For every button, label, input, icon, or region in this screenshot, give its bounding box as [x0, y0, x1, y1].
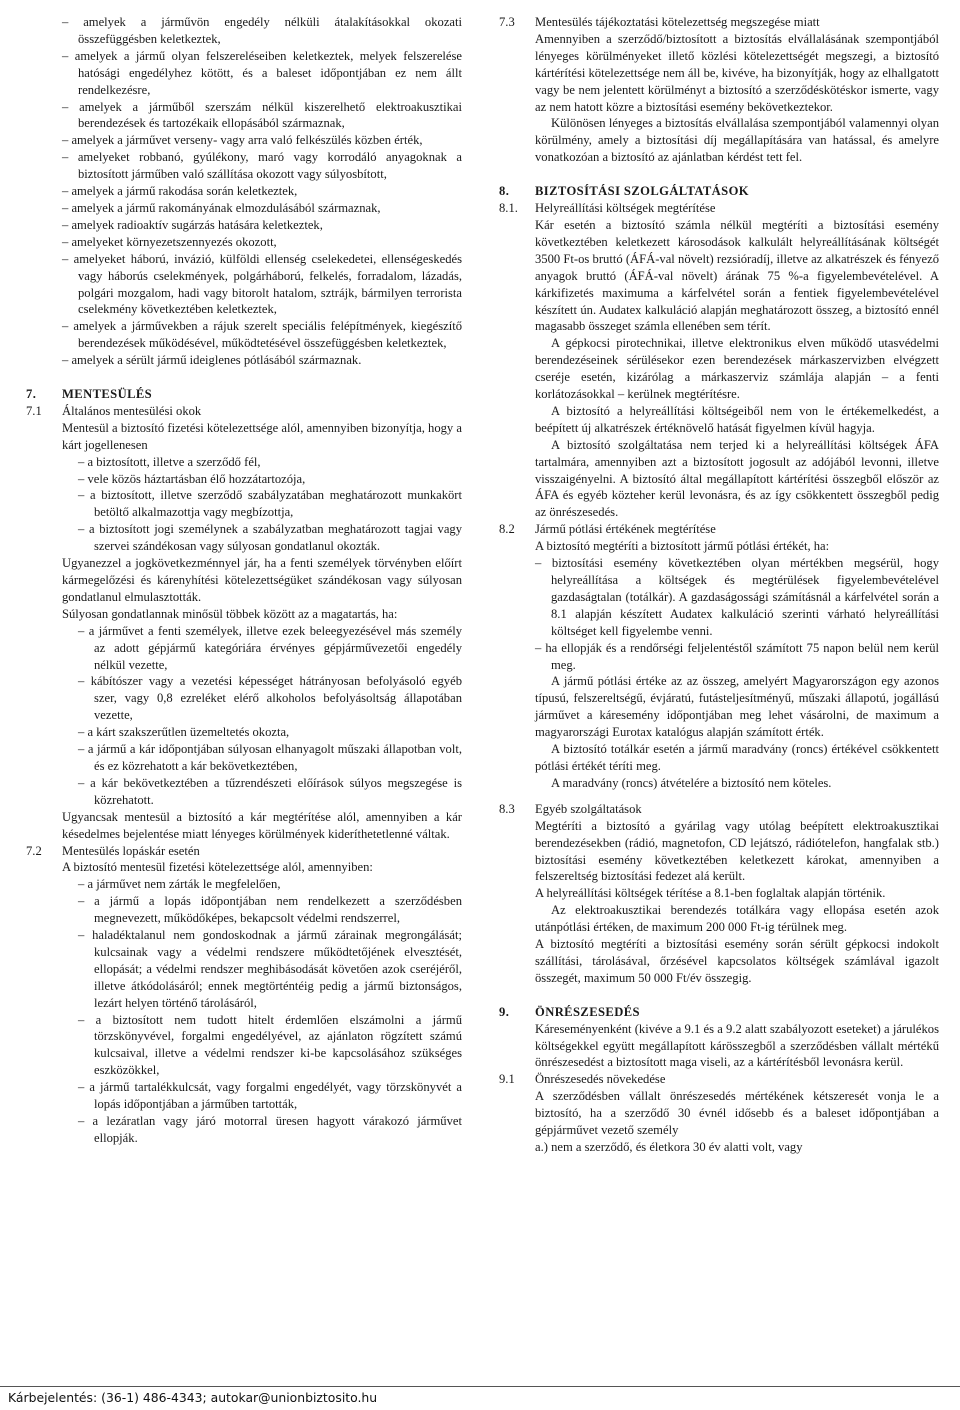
list-item: – a kár bekövetkeztében a tűzrendészeti előírások súlyos megszegése is közrehatott. — [78, 775, 462, 807]
subsection-heading-7-1: 7.1 Általános mentesülési okok — [26, 403, 202, 418]
dash-glyph: – — [78, 1012, 85, 1027]
list-item: – a járművet nem zárták le megfelelően, — [78, 877, 281, 892]
dash-glyph: – — [78, 928, 85, 943]
dash-glyph: – — [78, 1114, 85, 1128]
paragraph: A biztosító a helyreállítási költségeiből nem von le értékemelkedést, a beépített új alkatrészek értéknövelő hatását figyelmen kívül hagyja. — [535, 403, 939, 435]
list-item: – amelyek a járműből szerszám nélkül kiszerelhető elektroakusztikai berendezések és tartozékaik ellopásából származnak, — [62, 99, 462, 131]
dash-glyph: – — [62, 99, 69, 114]
paragraph: A biztosító mentesül fizetési kötelezettsége alól, amennyiben: — [62, 860, 373, 875]
dash-glyph: – — [62, 133, 69, 148]
subsection-heading-8-1: 8.1. Helyreállítási költségek megtérítése — [499, 201, 716, 216]
dash-glyph: – — [62, 200, 69, 215]
list-item: – ha ellopják és a rendőrségi feljelentéstől számított 75 napon belül nem kerül meg. — [535, 640, 939, 672]
list-item: – amelyek a jármű rakományának elmozdulásából származnak, — [62, 200, 381, 215]
list-item: – a jármű tartalékkulcsát, vagy forgalmi engedélyét, vagy törzskönyvét a lopás időpontjában a járműben tartották, — [78, 1080, 462, 1112]
dash-glyph: – — [78, 522, 85, 537]
list-item: – a járművet a fenti személyek, illetve ezek beleegyezésével más személy az adott gépjármű kategóriára érvényes gépjárművezetői engedély nélkül vezette, — [78, 623, 462, 672]
paragraph: Káreseményenként (kivéve a 9.1 és a 9.2 alatt szabályozott eseteket) a járulékos költségekkel együtt megállapított kárösszegből a szerződésben vállalt mértékű önrészesedést a biztosított maga viseli, az a kártérítésből levonásra kerül. — [535, 1021, 939, 1070]
footer-contact-text: Kárbejelentés: (36-1) 486-4343; autokar@unionbiztosito.hu — [8, 1390, 378, 1405]
paragraph: A helyreállítási költségek térítése a 8.1-ben foglaltak alapján történik. — [535, 886, 886, 901]
dash-glyph: – — [62, 217, 69, 232]
dash-glyph: – — [78, 775, 85, 790]
paragraph: A biztosító szolgáltatása nem terjed ki a helyreállítási költségek ÁFA tartalmára, amennyiben azt a biztosított jogosult az adójából levonni, illetve visszaigényelni. A biztosító által megállapított kártérítési összegből először az ÁFA és egyéb közteher kerül levonásra, és az így csökkentett összegből pedig az önrészesedés. — [535, 437, 939, 520]
list-item: – amelyek a sérült jármű ideiglenes pótlásából származnak. — [62, 353, 362, 368]
section-heading-7: 7. MENTESÜLÉS — [26, 387, 153, 402]
section-heading-9: 9. ÖNRÉSZESEDÉS — [499, 1004, 640, 1019]
dash-glyph: – — [78, 488, 85, 503]
list-item: – amelyek a járművön engedély nélküli átalakításokkal okozati összefüggésben keletkeztek, — [62, 15, 463, 46]
dash-glyph: – — [78, 742, 85, 757]
dash-glyph: – — [78, 1080, 85, 1095]
list-item: – a biztosított, illetve szerződő szabályzatában meghatározott munkakört betöltő alkalmazottja vagy megbízottja, — [78, 488, 462, 520]
list-item: – amelyek a jármű olyan felszereléseiben keletkeztek, melyek felszerelése hatósági engedélyhez kötött, és a baleset időpontjában ez nem állt rendelkezésre, — [62, 48, 463, 97]
dash-glyph: – — [78, 725, 85, 740]
subsection-heading-7-3: 7.3 Mentesülés tájékoztatási kötelezettség megszegése miatt — [499, 15, 820, 29]
page-footer — [0, 1386, 960, 1410]
list-item: – vele közös háztartásban élő hozzátartozója, — [78, 471, 306, 486]
paragraph: Különösen lényeges a biztosítás elvállalása szempontjából valamennyi olyan körülmény, amely a biztosítási díj megállapítására van hatással, és amelyre vonatkozóan a biztosító az ajánlatban kérdést tett fel. — [535, 116, 939, 165]
paragraph: A maradvány (roncs) átvételére a biztosító nem köteles. — [551, 775, 832, 790]
list-item: – a biztosított nem tudott hitelt érdemlően elszámolni a jármű törzskönyvével, forgalmi engedélyével, az ajánlaton rögzített számú kulcsaival, illetve a védelmi rendszer ki-be kapcsolásához szükséges eszközökkel, — [78, 1012, 462, 1078]
dash-glyph: – — [78, 623, 85, 638]
paragraph: Ugyancsak mentesül a biztosító a kár megtérítése alól, amennyiben a kár késedelmes bejelentése miatt lényeges körülmények kideríthetetlenné váltak. — [62, 809, 462, 841]
dash-glyph: – — [535, 640, 542, 655]
list-item: – a jármű a kár időpontjában súlyosan elhanyagolt műszaki állapotban volt, és ez közrehatott a kár bekövetkeztében, — [78, 742, 462, 773]
subsection-heading-8-3: 8.3 Egyéb szolgáltatások — [499, 801, 642, 816]
list-item: – amelyeket robbanó, gyúlékony, maró vagy korrodáló anyagoknak a biztosított járműben való szállítása okozott vagy súlyosbított, — [62, 150, 463, 182]
dash-glyph: – — [62, 251, 69, 266]
paragraph: Az elektroakusztikai berendezés totálkára vagy ellopása esetén azok utánpótlási értéken, de maximum 200 000 Ft-ig térülnek meg. — [535, 903, 939, 935]
dash-glyph: – — [62, 353, 69, 368]
paragraph: A szerződésben vállalt önrészesedés mértékének kétszeresét vonja le a biztosító, ha a szerződő 30 évnél idősebb és a baleset időpontjában a gépjárművet vezető személy — [535, 1089, 939, 1138]
paragraph: Megtéríti a biztosító a gyárilag vagy utólag beépített elektroakusztikai berendezésekben (rádió, magnetofon, CD lejátszó, rádiótelefon, hangfalak stb.) biztosítási esemény következtében keletkezett károkat, amennyiben a felszereltség biztosítási fedezet alá került. — [535, 818, 939, 884]
dash-glyph: – — [78, 894, 85, 909]
list-item: – amelyek a jármű rakodása során keletkeztek, — [62, 184, 298, 199]
paragraph: A jármű pótlási értéke az az összeg, amelyért Magyarországon egy azonos típusú, felszereltségű, évjáratú, futásteljesítményű, műszaki állapotú, jogállású járművet a káresemény időpontjában meg lehet vásárolni, de maximum a magyarországi Eurotax katalógus alapján számított érték. — [535, 674, 939, 740]
list-item: – amelyek a járművekben a rájuk szerelt speciális felépítmények, kiegészítő berendezések működésével, működtetésével összefüggésben keletkeztek, — [62, 319, 462, 351]
paragraph: A biztosító megtéríti a biztosított jármű pótlási értékét, ha: — [535, 539, 830, 554]
section-heading-8: 8. BIZTOSÍTÁSI SZOLGÁLTATÁSOK — [499, 184, 749, 199]
dash-glyph: – — [535, 556, 542, 571]
paragraph: Súlyosan gondatlannak minősül többek között az a magatartás, ha: — [62, 606, 398, 621]
right-column — [499, 14, 939, 1156]
list-item: – biztosítási esemény következtében olyan mértékben megsérül, hogy helyreállítása a költségek és megtérülések figyelembevételével gazdaságtalan (totálkár). A gazdaságossági számításnál a kárfelvétel során a 8.1 alapján készített Audatex kalkuláció szerinti várható helyreállítási költséget kell figyelembe venni. — [535, 556, 939, 638]
paragraph: Mentesül a biztosító fizetési kötelezettsége alól, amennyiben bizonyítja, hogy a kárt jogellenesen — [62, 420, 462, 452]
list-item: – kábítószer vagy a vezetési képességet hátrányosan befolyásoló egyéb szer, vagy 0,8 ezreléket elérő alkoholos befolyásoltság állapotában vezette, — [78, 674, 462, 723]
paragraph: Ugyanezzel a jogkövetkezménnyel jár, ha a fenti személyek törvényben előírt kármegelőzési és kárenyhítési kötelezettségüket szándékosan vagy súlyosan gondatlanul elmulasztották. — [62, 556, 462, 604]
dash-glyph: – — [78, 471, 85, 486]
list-item: – amelyek radioaktív sugárzás hatására keletkeztek, — [62, 217, 323, 232]
dash-glyph: – — [78, 454, 85, 469]
dash-glyph: – — [78, 674, 85, 689]
paragraph: a.) nem a szerződő, és életkora 30 év alatti volt, vagy — [535, 1140, 803, 1154]
paragraph: A gépkocsi pirotechnikai, illetve elektronikus elven működő utasvédelmi berendezéseinek sérülésekor ezen berendezések márkaszervizben elvégzett cseréje esetén, kizárólag a márkaszerviz számlája alapján – a fenti korlátozásokkal – kerülnek megtérítésre. — [535, 336, 939, 402]
subsection-heading-9-1: 9.1 Önrészesedés növekedése — [499, 1072, 666, 1087]
paragraph: A biztosító megtéríti a biztosítási esemény során sérült gépkocsi indokolt szállítási, tárolásával, őrzésével kapcsolatos költségek számlával igazolt összegét, maximum 50 000 Ft/év összegig. — [535, 937, 939, 985]
dash-glyph: – — [62, 48, 69, 63]
dash-glyph: – — [62, 234, 69, 249]
dash-glyph: – — [62, 319, 69, 334]
dash-glyph: – — [62, 150, 69, 165]
list-item: – a lezáratlan vagy járó motorral üresen hagyott várakozó járművet ellopják. — [78, 1114, 462, 1145]
dash-glyph: – — [62, 184, 69, 199]
subsection-heading-8-2: 8.2 Jármű pótlási értékének megtérítése — [499, 522, 716, 537]
left-column — [26, 14, 462, 1147]
list-item: – haladéktalanul nem gondoskodnak a jármű zárainak megrongálását; kulcsainak vagy a védelmi rendszere működtetőjének elvesztését, ellopását; a védelmi rendszer meghibásodását követően azok cseréjéről, illetve átkódolásáról; ennek megtörténtéig pedig a jármű biztonságos, lezárt helyen történő tárolásáról, — [78, 928, 462, 1010]
subsection-heading-7-2: 7.2 Mentesülés lopáskár esetén — [26, 843, 200, 858]
list-item: – a biztosított, illetve a szerződő fél, — [78, 454, 261, 469]
list-item: – amelyeket háború, invázió, külföldi ellenség cselekedetei, ellenségeskedés vagy háborús cselekmények, polgárháború, felkelés, forradalom, lázadás, polgári mozgalom, hadi vagy bitorolt hatalom, sztrájk, bármilyen terrorista cselekmény következtében keletkeztek, — [62, 251, 462, 317]
paragraph: A biztosító totálkár esetén a jármű maradvány (roncs) értékével csökkentett pótlási értékét téríti meg. — [535, 742, 939, 773]
paragraph: Amennyiben a szerződő/biztosított a biztosítás elvállalásának szempontjából lényeges körülményeket illető közlési kötelezettségét megszegi, a biztosító kártérítési kötelezettsége nem áll be, kivéve, ha bizonyítják, hogy az elhallgatott vagy be nem jelentett körülményt a biztosító a szerződéskötéskor ismerte, vagy az nem hatott közre a biztosítási esemény bekövetkeztekor. — [535, 31, 939, 114]
exclusion-list — [26, 14, 462, 369]
dash-glyph: – — [78, 877, 85, 892]
paragraph: Kár esetén a biztosító számla nélkül megtéríti a biztosítási esemény következtében keletkezett károsodások kalkulált helyreállításának költségét 3500 Ft-os bruttó (ÁFÁ-val növelt) rezsióradíj, illetve az alkatrészek és fényező anyagok bruttó (ÁFÁ-val növelt) árának 75 %-a figyelembevételével. A kárkifizetés maximuma a kárfelvétel során a fentiek figyelembevételével készített ún. Audatex kalkuláció alapján meghatározott összeg, a biztosító ennél magasabb összeget számla ellenében sem térít. — [535, 217, 939, 334]
list-item: – amelyek a járművet verseny- vagy arra való felkészülés közben érték, — [62, 133, 423, 148]
list-item: – a biztosított jogi személynek a szabályzatban meghatározott tagjai vagy szervei szándékosan vagy súlyosan gondatlanul okozták. — [78, 522, 462, 554]
list-item: – a kárt szakszerűtlen üzemeltetés okozta, — [78, 725, 290, 740]
list-item: – a jármű a lopás időpontjában nem rendelkezett a szerződésben megnevezett, működőképes, bekapcsolt védelmi rendszerrel, — [78, 894, 462, 926]
dash-glyph: – — [62, 15, 69, 29]
list-item: – amelyeket környezetszennyezés okozott, — [62, 234, 277, 249]
